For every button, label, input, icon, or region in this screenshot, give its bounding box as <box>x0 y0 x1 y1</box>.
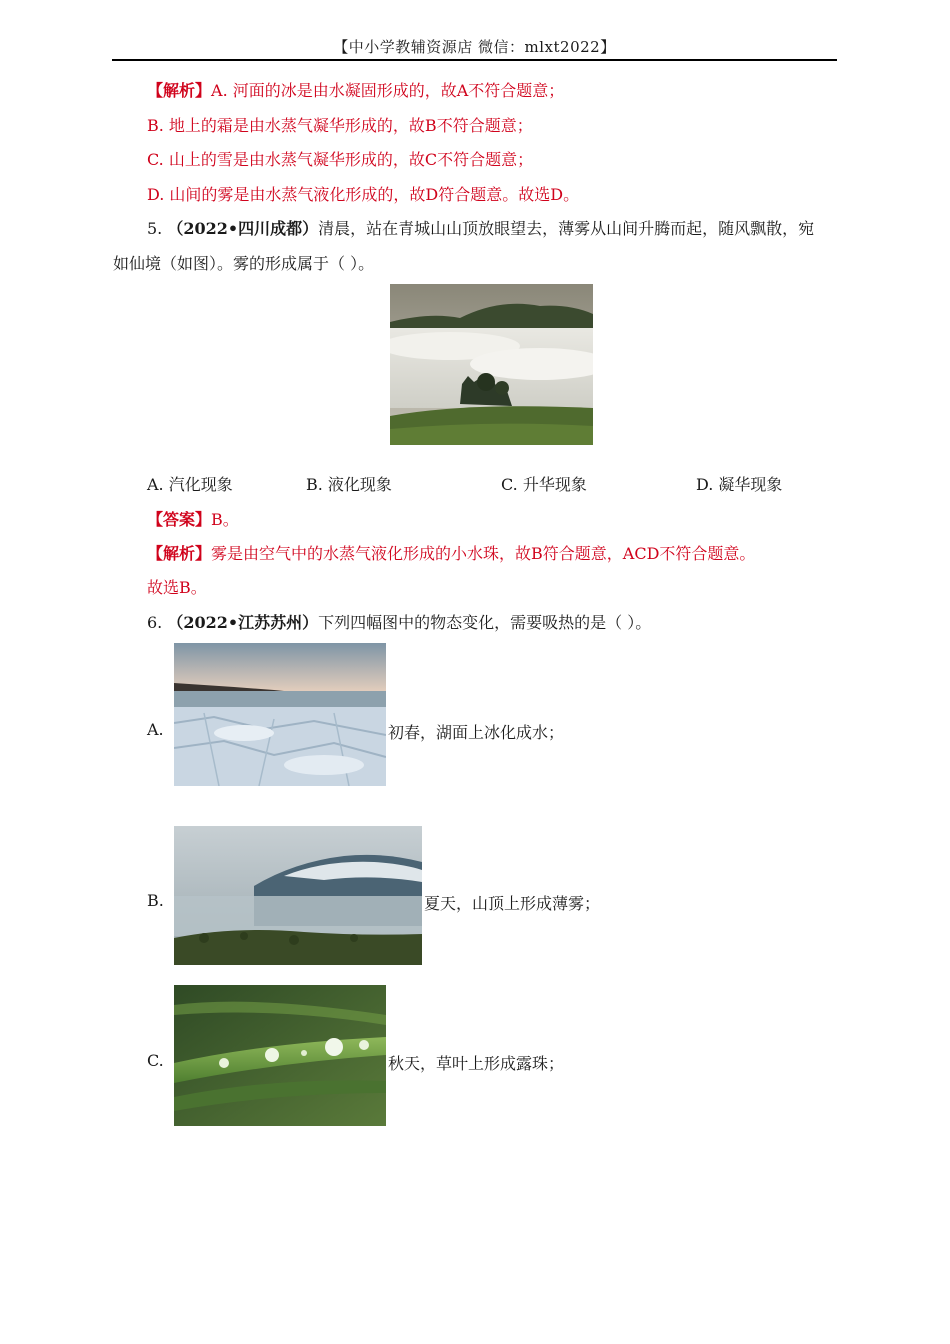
q5-option-a: A. 汽化现象 <box>147 475 233 494</box>
q6-option-c-text: 秋天，草叶上形成露珠； <box>388 1054 565 1073</box>
q5-option-c: C. 升华现象 <box>501 475 587 494</box>
answer-text: B。 <box>211 510 239 529</box>
q5-fog-photo <box>390 284 593 445</box>
answer-tag: 【答案】 <box>147 510 212 529</box>
q5-answer <box>147 507 239 530</box>
question-source: （2022•四川成都） <box>167 219 319 238</box>
page-header: 【中小学教辅资源店 微信：mlxt2022】 <box>333 38 616 56</box>
q6-stem <box>147 610 651 633</box>
q6-option-a-text: 初春，湖面上冰化成水； <box>388 723 565 742</box>
header-rule <box>112 59 837 61</box>
analysis-tag: 【解析】 <box>147 81 212 100</box>
analysis-tag: 【解析】 <box>147 544 212 563</box>
q5-conclusion: 故选B。 <box>147 578 207 597</box>
question-stem: 清晨，站在青城山山顶放眼望去，薄雾从山间升腾而起，随风飘散，宛 <box>318 219 815 238</box>
question-number: 6. <box>147 613 168 632</box>
question-source: （2022•江苏苏州） <box>167 613 319 632</box>
q6-option-b-mist-photo <box>174 826 422 965</box>
q6-option-a-ice-photo <box>174 643 386 786</box>
q4-analysis-line-1 <box>147 78 564 101</box>
question-number: 5. <box>147 219 168 238</box>
q5-option-d: D. 凝华现象 <box>696 475 783 494</box>
q4-analysis-line-2: B. 地上的霜是由水蒸气凝华形成的，故B不符合题意； <box>147 116 533 135</box>
q5-stem-line-1 <box>147 216 814 239</box>
q4-analysis-line-3: C. 山上的雪是由水蒸气凝华形成的，故C不符合题意； <box>147 150 534 169</box>
analysis-text: 雾是由空气中的水蒸气液化形成的小水珠，故B符合题意，ACD不符合题意。 <box>211 544 756 563</box>
q5-analysis <box>147 541 755 564</box>
analysis-text: A. 河面的冰是由水凝固形成的，故A不符合题意； <box>211 81 565 100</box>
q6-option-c-dew-photo <box>174 985 386 1126</box>
q4-analysis-line-4: D. 山间的雾是由水蒸气液化形成的，故D符合题意。故选D。 <box>147 185 580 204</box>
question-stem: 下列四幅图中的物态变化，需要吸热的是（ ）。 <box>318 613 652 632</box>
q6-option-b-text: 夏天，山顶上形成薄雾； <box>424 894 601 913</box>
q6-option-a-label: A. <box>147 720 164 739</box>
q5-stem-line-2: 如仙境（如图）。雾的形成属于（ ）。 <box>113 254 375 273</box>
q6-option-b-label: B. <box>147 891 164 910</box>
q6-option-c-label: C. <box>147 1051 164 1070</box>
q5-option-b: B. 液化现象 <box>306 475 392 494</box>
